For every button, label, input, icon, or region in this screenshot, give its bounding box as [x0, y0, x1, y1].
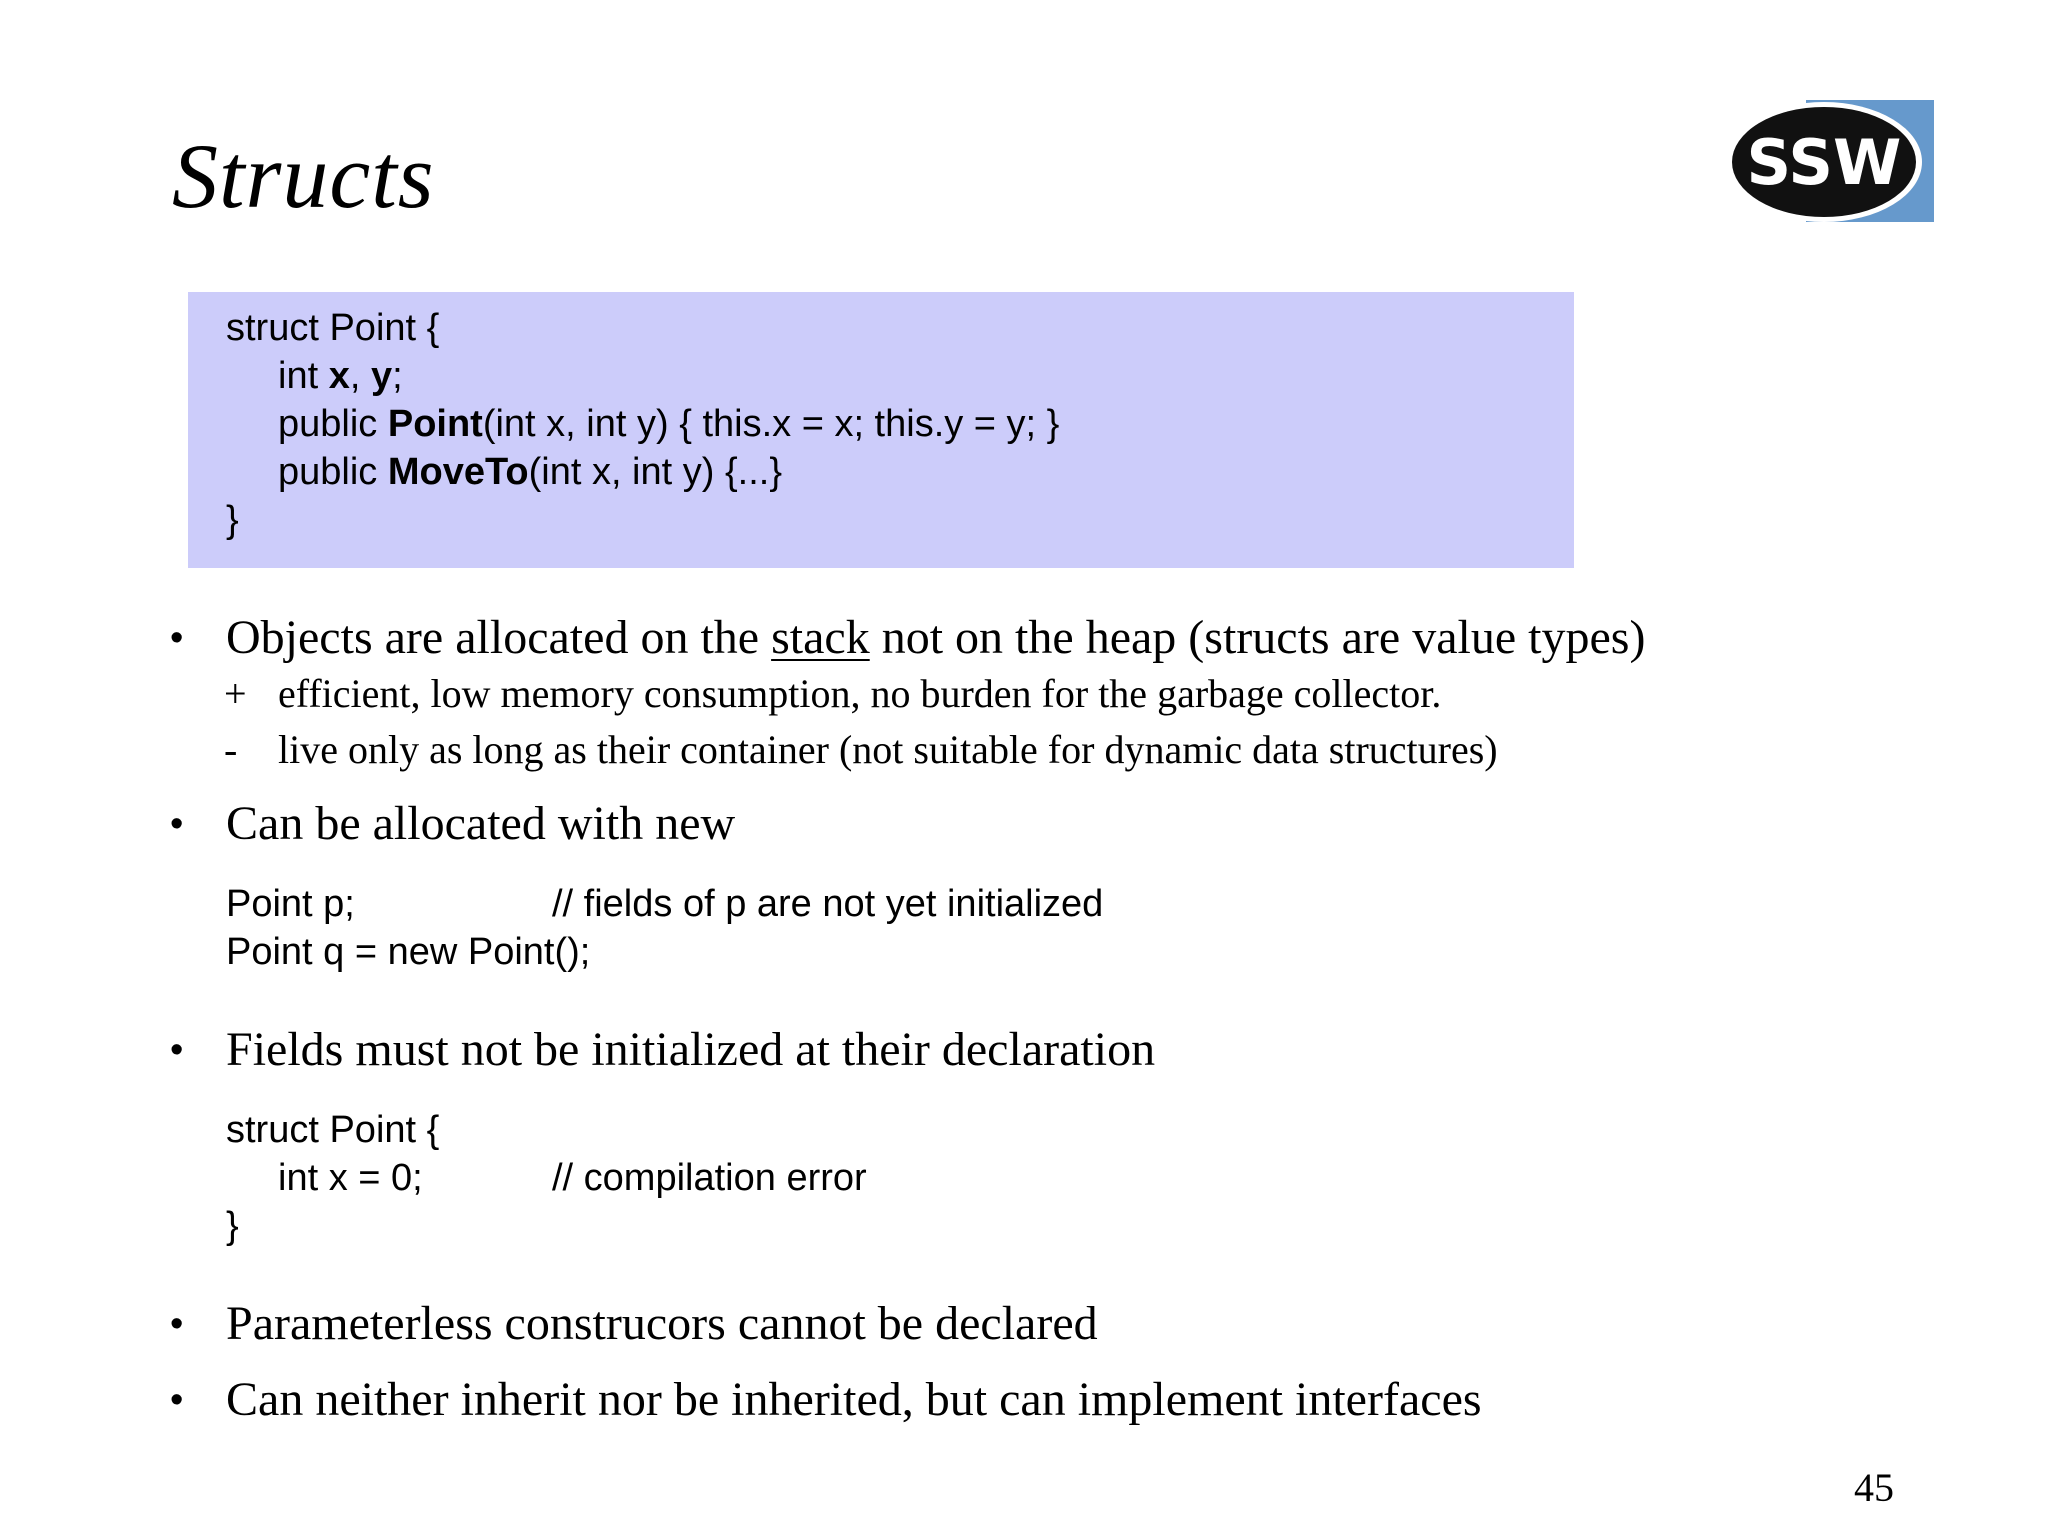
code-comment: // compilation error — [552, 1157, 867, 1199]
bullet-parameterless: • Parameterless construcors cannot be declared — [170, 1297, 1098, 1350]
bullet-glyph: • — [170, 617, 184, 659]
code-line-1: struct Point { — [226, 307, 440, 349]
code-line-5: } — [226, 499, 239, 541]
code-line-4: public MoveTo(int x, int y) {...} — [278, 451, 783, 493]
bullet-stack-allocation: • Objects are allocated on the stack not on the heap (structs are value types) — [170, 611, 1646, 664]
code-line-2: int x, y; — [278, 355, 403, 397]
ssw-logo-icon — [1724, 96, 1936, 226]
code-comment: // fields of p are not yet initialized — [552, 883, 1104, 925]
sub-bullet-advantage: + efficient, low memory consumption, no burden for the garbage collector. — [224, 671, 1442, 716]
bullet-field-init: • Fields must not be initialized at their declaration — [170, 1023, 1156, 1076]
plus-symbol: + — [224, 671, 247, 716]
code-line-3: public Point(int x, int y) { this.x = x; this.y = y; } — [278, 403, 1060, 445]
underlined-stack: stack — [771, 611, 870, 664]
minus-symbol: - — [224, 727, 238, 772]
bullet-inheritance: • Can neither inherit nor be inherited, but can implement interfaces — [170, 1373, 1482, 1426]
code-block — [188, 292, 1574, 568]
page-number: 45 — [1854, 1465, 1894, 1510]
bullet-allocated-new: • Can be allocated with new — [170, 797, 736, 850]
sub-bullet-disadvantage: - live only as long as their container (not suitable for dynamic data structures) — [224, 727, 1498, 772]
logo-text: SSW — [1746, 126, 1902, 199]
slide-title: Structs — [172, 125, 435, 227]
